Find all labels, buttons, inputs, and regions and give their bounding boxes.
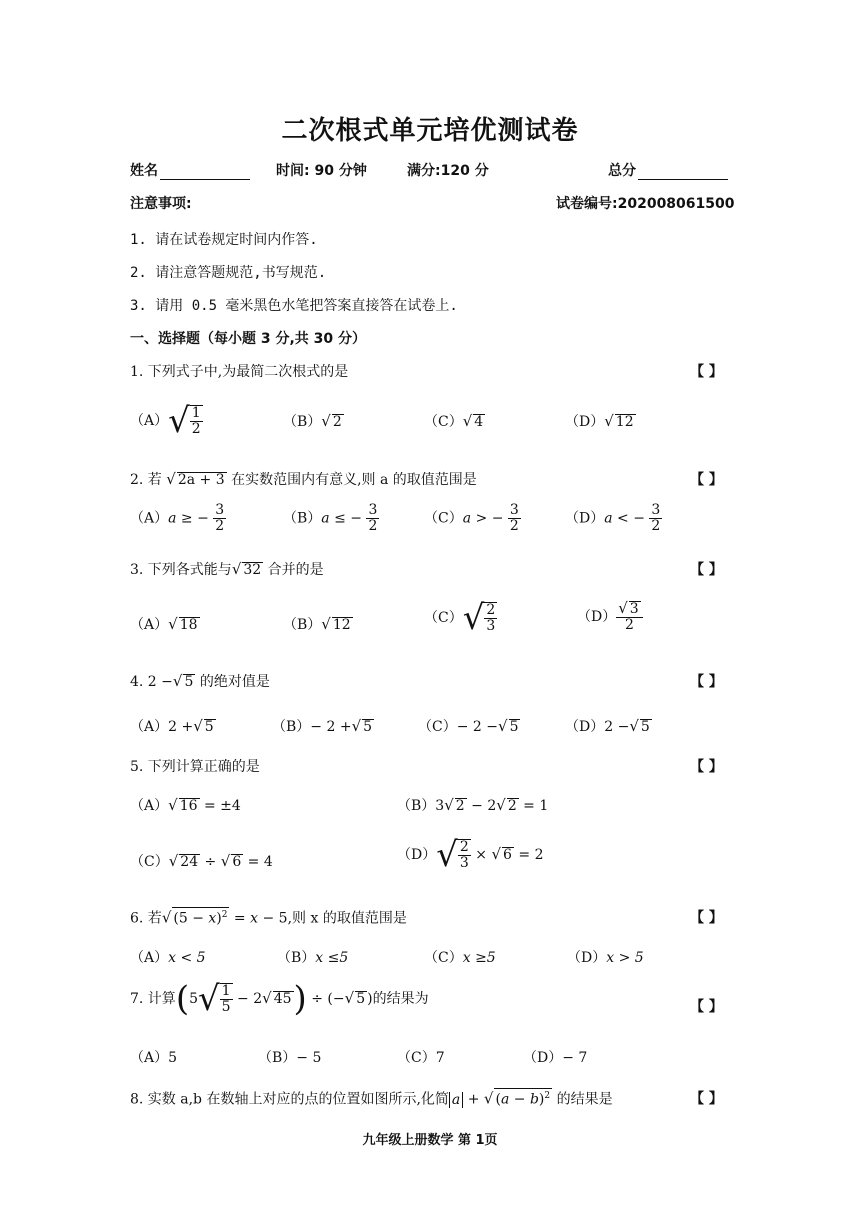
stem-suffix: 的绝对值是	[199, 674, 270, 690]
option-letter: （D）	[567, 950, 607, 966]
q2-option-c[interactable]: （C）a > − $\frac{3}{2}$	[424, 502, 519, 534]
answer-bracket-8[interactable]: 【 】	[690, 1091, 723, 1107]
option-letter: （C）	[424, 950, 463, 966]
option-letter: （A）	[130, 719, 169, 735]
question-1-stem: 1. 下列式子中,为最简二次根式的是	[130, 364, 349, 380]
q7-option-d[interactable]: （D）− 7	[523, 1050, 588, 1066]
expr: 2 −	[604, 719, 630, 735]
option-letter: （D）	[397, 847, 437, 863]
option-letter: （A）	[130, 950, 169, 966]
stem-suffix: 的结果是	[556, 1091, 613, 1108]
q5-option-b[interactable]: （B）3√ 2 − 2√ 2 = 1	[397, 796, 549, 814]
option-letter: （C）	[424, 610, 463, 626]
q1-option-c[interactable]: （C）√ 4	[424, 412, 484, 430]
q6-option-d[interactable]	[567, 947, 644, 967]
expr: x ≥5	[462, 950, 496, 966]
q6-option-b[interactable]	[277, 947, 348, 967]
answer-bracket-4[interactable]: 【 】	[690, 674, 723, 690]
option-letter: （A）	[130, 798, 169, 814]
q3-option-a[interactable]: （A）√ 18	[130, 615, 198, 633]
q2-option-d[interactable]: （D）a < − $\frac{3}{2}$	[565, 502, 661, 534]
option-letter: （B）	[283, 414, 322, 430]
answer-bracket-6[interactable]: 【 】	[690, 910, 723, 926]
q3-option-d[interactable]: （D） $\frac{√ 3}{2}$	[577, 601, 643, 633]
option-letter: （C）	[130, 854, 169, 870]
radical-sign: √	[168, 401, 190, 441]
q3-option-c[interactable]: （C）√ $\frac{2}{3}$	[424, 598, 496, 638]
q7-option-c[interactable]: （C）7	[397, 1050, 445, 1066]
answer-bracket-2[interactable]: 【 】	[690, 472, 723, 488]
expr: 2 +	[168, 719, 194, 735]
option-letter: （B）	[397, 798, 436, 814]
note-3: 3. 请用 0.5 毫米黑色水笔把答案直接答在试卷上.	[130, 298, 458, 314]
section-title: 一、选择题（每小题 3 分,共 30 分）	[130, 331, 367, 347]
option-letter: （D）	[565, 414, 605, 430]
option-letter: （D）	[577, 609, 617, 625]
q1-option-a[interactable]	[130, 401, 203, 441]
stem-suffix: 合并的是	[267, 562, 324, 578]
stem-prefix: 8. 实数 a,b 在数轴上对应的点的位置如图所示,化简	[130, 1091, 449, 1108]
q5-option-c[interactable]: （C）√ 24 ÷ √ 6 = 4	[130, 852, 273, 870]
page-footer: 九年级上册数学 第 1页	[362, 1133, 498, 1148]
option-letter: （B）	[283, 510, 322, 527]
radicand: 12	[615, 414, 634, 430]
radicand: 32	[243, 562, 262, 578]
q5-option-a[interactable]: （A）√ 16 = ±4	[130, 796, 241, 814]
name-label: 姓名	[130, 163, 158, 179]
question-5-stem: 5. 下列计算正确的是	[130, 759, 260, 775]
stem-prefix: 3. 下列各式能与	[130, 562, 232, 578]
expr: x > 5	[606, 950, 644, 966]
stem-suffix: ,则 x 的取值范围是	[287, 910, 407, 927]
q4-option-d[interactable]: （D）2 −√ 5	[565, 717, 650, 735]
radicand: 12	[332, 617, 351, 633]
option-letter: （A）	[130, 413, 169, 429]
q2-option-a[interactable]: （A）a ≥ − $\frac{3}{2}$	[130, 502, 225, 534]
q2-option-b[interactable]: （B）a ≤ − $\frac{3}{2}$	[283, 502, 378, 534]
full-score-label: 满分:120 分	[407, 163, 489, 179]
answer-bracket-5[interactable]: 【 】	[690, 759, 723, 775]
stem-suffix: 的结果为	[372, 991, 429, 1007]
total-field[interactable]	[608, 160, 728, 180]
stem-prefix: 4. 2 −	[130, 674, 173, 690]
q5-option-d[interactable]: （D）√ $\frac{2}{3}$ × √ 6 = 2	[397, 835, 544, 875]
radicand: $(5 - x)^2$	[172, 907, 229, 926]
answer-bracket-3[interactable]: 【 】	[690, 562, 723, 578]
question-8-stem: 8. 实数 a,b 在数轴上对应的点的位置如图所示,化简 a + √ $(a - b)^2$ 的结果是	[130, 1089, 613, 1108]
question-6-stem: 6. 若√ $(5 - x)^2 = x - 5$,则 x 的取值范围是	[130, 908, 407, 927]
radicand: 2	[332, 414, 342, 430]
expr: − 2 −	[456, 719, 498, 735]
question-2-stem: 2. 若 √ 2a + 3 在实数范围内有意义,则 a 的取值范围是	[130, 470, 477, 488]
q6-option-c[interactable]	[424, 947, 496, 967]
expr: − 2 +	[310, 719, 352, 735]
radicand: 18	[179, 617, 198, 633]
notes-heading: 注意事项:	[130, 196, 192, 212]
option-letter: （A）	[130, 510, 169, 527]
name-blank[interactable]	[160, 165, 250, 180]
page-title: 二次根式单元培优测试卷	[281, 116, 579, 146]
option-letter: （A）	[130, 617, 169, 633]
q4-option-a[interactable]: （A）2 +√ 5	[130, 717, 214, 735]
radicand: 2a + 3	[177, 472, 225, 488]
time-label: 时间: 90 分钟	[276, 163, 367, 179]
q3-option-b[interactable]: （B）√ 12	[283, 615, 351, 633]
expr: x < 5	[168, 950, 206, 966]
radicand: 4	[474, 414, 484, 430]
q1-option-b[interactable]: （B）√ 2	[283, 412, 342, 430]
paper-number: 试卷编号:202008061500	[556, 196, 735, 212]
stem-suffix: 在实数范围内有意义,则 a 的取值范围是	[231, 472, 477, 488]
name-field[interactable]	[130, 160, 250, 180]
q4-option-c[interactable]: （C）− 2 −√ 5	[418, 717, 519, 735]
stem-prefix: 2. 若	[130, 472, 162, 488]
q7-option-a[interactable]: （A）5	[130, 1050, 178, 1066]
answer-bracket-7[interactable]: 【 】	[690, 999, 723, 1015]
question-3-stem: 3. 下列各式能与√ 32 合并的是	[130, 560, 324, 578]
option-letter: （C）	[424, 510, 463, 527]
question-7-stem: 7. 计算(5√ $\frac{1}{5}$ − 2√ 45) ÷ (−√ 5 )的结果为	[130, 979, 429, 1019]
stem-prefix: 6. 若	[130, 910, 162, 927]
total-label: 总分	[608, 163, 636, 179]
expr: x ≤5	[315, 950, 349, 966]
q4-option-b[interactable]: （B）− 2 +√ 5	[272, 717, 373, 735]
q6-option-a[interactable]	[130, 947, 206, 967]
total-blank[interactable]	[638, 165, 728, 180]
note-2: 2. 请注意答题规范,书写规范.	[130, 265, 327, 281]
option-letter: （C）	[424, 414, 463, 430]
answer-bracket-1[interactable]: 【 】	[690, 364, 723, 380]
option-letter: （C）	[418, 719, 457, 735]
q1-option-d[interactable]: （D）√ 12	[565, 412, 634, 430]
fraction: $\frac{1}{2}$	[191, 405, 201, 437]
option-letter: （D）	[565, 510, 605, 527]
note-1: 1. 请在试卷规定时间内作答.	[130, 232, 318, 248]
q7-option-b[interactable]: （B）− 5	[258, 1050, 322, 1066]
option-letter: （B）	[283, 617, 322, 633]
question-4-stem: 4. 2 −√ 5 的绝对值是	[130, 672, 270, 690]
option-letter: （B）	[272, 719, 311, 735]
option-letter: （B）	[277, 950, 316, 966]
stem-prefix: 7. 计算	[130, 991, 176, 1007]
option-letter: （D）	[565, 719, 605, 735]
